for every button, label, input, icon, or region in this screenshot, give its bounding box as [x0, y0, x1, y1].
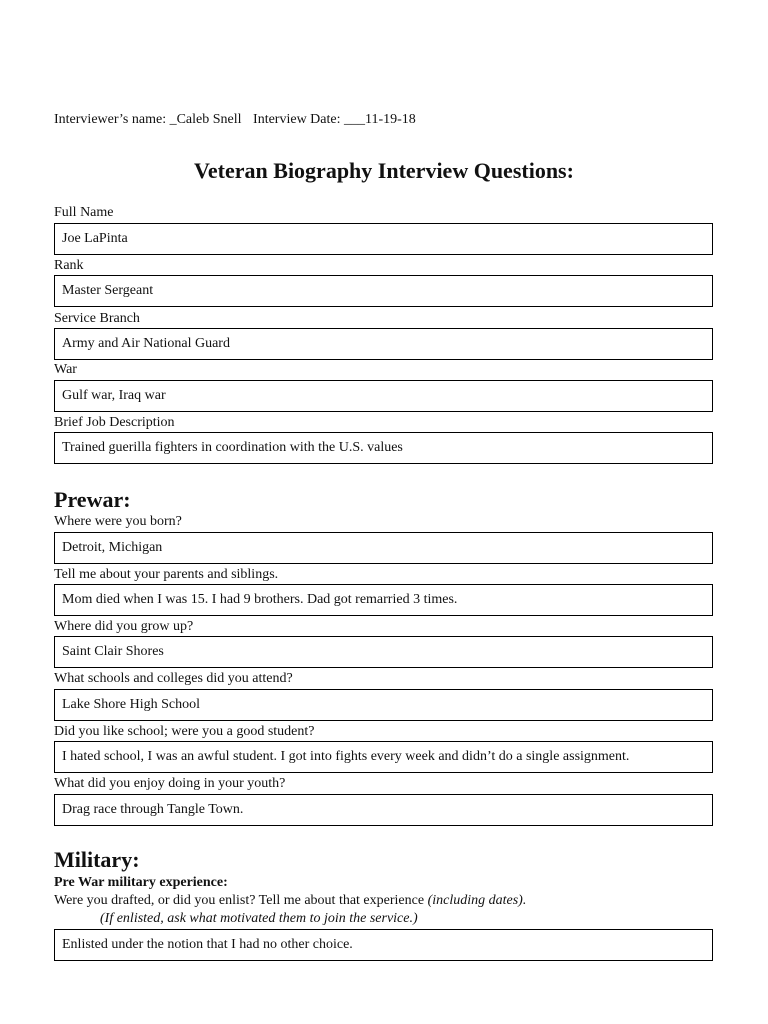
interviewer-label: Interviewer’s name:	[54, 112, 167, 127]
interview-header	[54, 112, 416, 128]
youth-field[interactable]: Drag race through Tangle Town.	[54, 794, 713, 826]
parents-siblings-field[interactable]: Mom died when I was 15. I had 9 brothers. Dad got remarried 3 times.	[54, 584, 713, 616]
rank-label: Rank	[54, 258, 84, 273]
youth-label: What did you enjoy doing in your youth?	[54, 776, 286, 791]
born-field[interactable]: Detroit, Michigan	[54, 532, 713, 564]
schools-field[interactable]: Lake Shore High School	[54, 689, 713, 721]
war-field[interactable]: Gulf war, Iraq war	[54, 380, 713, 412]
job-description-label: Brief Job Description	[54, 415, 175, 430]
drafted-enlisted-question-dates: (including dates).	[427, 893, 527, 908]
drafted-enlisted-question-text: Were you drafted, or did you enlist? Tell me about that experience	[54, 893, 428, 908]
military-heading: Military:	[54, 847, 140, 872]
drafted-enlisted-field[interactable]: Enlisted under the notion that I had no other choice.	[54, 929, 713, 961]
enlisted-motivation-note: (If enlisted, ask what motivated them to join the service.)	[100, 911, 418, 926]
grow-up-field[interactable]: Saint Clair Shores	[54, 636, 713, 668]
interview-date-label: Interview Date:	[253, 112, 341, 127]
page-title: Veteran Biography Interview Questions:	[194, 158, 574, 183]
full-name-field[interactable]: Joe LaPinta	[54, 223, 713, 255]
born-label: Where were you born?	[54, 514, 182, 529]
service-branch-label: Service Branch	[54, 311, 140, 326]
service-branch-field[interactable]: Army and Air National Guard	[54, 328, 713, 360]
liked-school-label: Did you like school; were you a good student?	[54, 724, 315, 739]
drafted-enlisted-question	[54, 893, 526, 909]
interviewer-value: _Caleb Snell	[169, 112, 242, 127]
grow-up-label: Where did you grow up?	[54, 619, 194, 634]
liked-school-field[interactable]: I hated school, I was an awful student. I got into fights every week and didn’t do a single assignment.	[54, 741, 713, 773]
prewar-heading: Prewar:	[54, 487, 131, 512]
schools-label: What schools and colleges did you attend?	[54, 671, 293, 686]
prewar-military-subheading: Pre War military experience:	[54, 875, 228, 890]
full-name-label: Full Name	[54, 205, 114, 220]
war-label: War	[54, 362, 77, 377]
parents-siblings-label: Tell me about your parents and siblings.	[54, 567, 279, 582]
rank-field[interactable]: Master Sergeant	[54, 275, 713, 307]
job-description-field[interactable]: Trained guerilla fighters in coordination with the U.S. values	[54, 432, 713, 464]
interview-date-value: ___11-19-18	[344, 112, 416, 127]
